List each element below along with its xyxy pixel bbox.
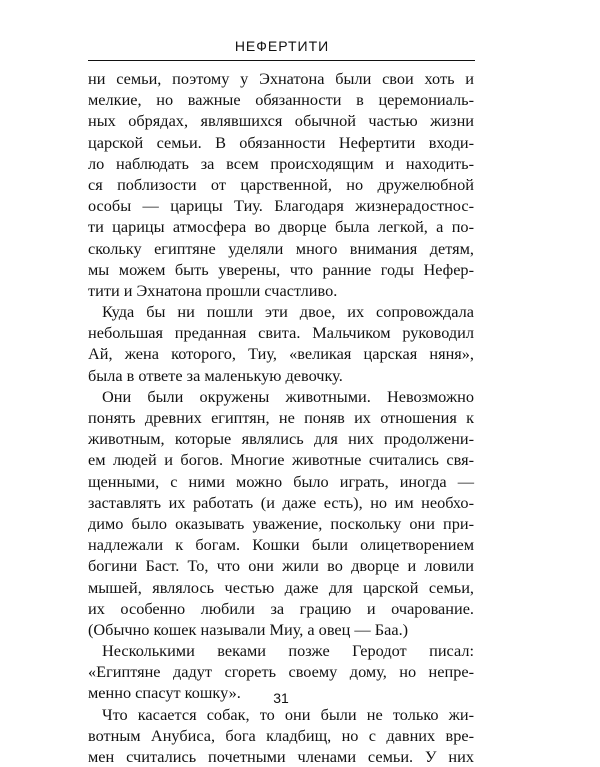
text-line: богини Баст. То, что они жили во дворце и ловили: [88, 556, 474, 576]
text-line: их особенно любили за грацию и очарование.: [88, 598, 474, 618]
text-line: ни семьи, поэтому у Эхнатона были свои хоть и: [88, 69, 474, 88]
text-line: тити и Эхнатона прошли счастливо.: [88, 280, 338, 300]
text-line: была в ответе за маленькую девочку.: [88, 365, 343, 385]
text-line: ем людей и богов. Многие животные считались свя-: [88, 450, 474, 470]
text-line: щенными, с ними можно было играть, иногда —: [88, 471, 474, 491]
text-line: ти царицы атмосфера во дворце была легкой, а по-: [88, 217, 474, 237]
text-line: «Египтяне дадут сгореть своему дому, но непре-: [88, 662, 474, 682]
text-line: мышей, являлось честью даже для царской семьи,: [88, 577, 474, 597]
text-line: вотным Анубиса, бога кладбищ, но с давних вре-: [88, 725, 474, 745]
text-line: небольшая преданная свита. Мальчиком руководил: [88, 323, 474, 343]
text-line: Куда бы ни пошли эти двое, их сопровождала: [102, 302, 474, 322]
text-line: ло наблюдать за всем происходящим и находить-: [88, 153, 474, 173]
text-line: ных обрядах, являвшихся обычной частью жизни: [88, 111, 474, 131]
text-line: менно спасут кошку».: [88, 683, 241, 703]
text-line: надлежали к богам. Кошки были олицетворением: [88, 535, 474, 555]
text-line: скольку египтяне уделяли много внимания детям,: [88, 238, 474, 258]
page-number: 31: [273, 690, 289, 706]
text-line: понять древних египтян, не поняв их отношения к: [88, 408, 474, 427]
text-line: Что касается собак, то они были не только жи-: [102, 704, 474, 724]
text-line: Ай, жена которого, Тиу, «великая царская няня»,: [88, 344, 474, 364]
text-line: Они были окружены животными. Невозможно: [102, 386, 474, 406]
running-title: НЕФЕРТИТИ: [234, 38, 330, 54]
text-line: димо было оказывать уважение, поскольку они при-: [88, 513, 474, 533]
header-rule: [88, 60, 475, 61]
text-line: животным, которые являлись для них продолжени-: [88, 429, 474, 449]
body-text: [88, 68, 474, 767]
text-line: особы — царицы Тиу. Благодаря жизнерадостнос-: [88, 196, 474, 216]
text-line: (Обычно кошек называли Миу, а овец — Баа.): [88, 619, 409, 639]
text-line: ся поблизости от царственной, но дружелюбной: [88, 174, 474, 194]
text-line: мелкие, но важные обязанности в церемониаль-: [88, 90, 474, 110]
text-line: царской семьи. В обязанности Нефертити входи-: [88, 132, 474, 152]
text-line: Несколькими веками позже Геродот писал:: [102, 641, 474, 661]
text-line: мен считались почетными членами семьи. У них: [88, 747, 474, 766]
text-line: мы можем быть уверены, что ранние годы Нефер-: [88, 259, 474, 279]
text-line: заставлять их работать (и даже есть), но им необхо-: [88, 492, 474, 512]
